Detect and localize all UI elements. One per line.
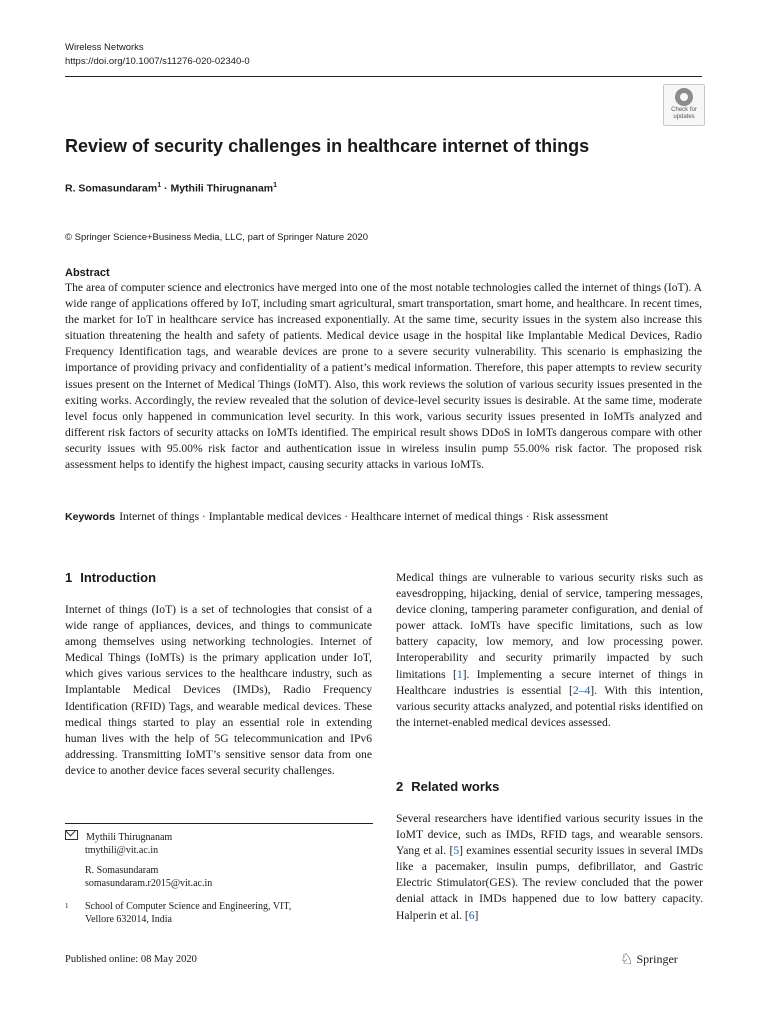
citation-link[interactable]: 1 <box>456 667 463 681</box>
author-name[interactable]: R. Somasundaram <box>65 182 158 195</box>
related-works-paragraph <box>396 811 703 924</box>
published-date: Published online: 08 May 2020 <box>65 954 197 965</box>
corresponding-author-email[interactable]: tmythili@vit.ac.in <box>85 845 159 856</box>
springer-horse-icon: ♘ <box>620 952 634 968</box>
publisher-logo[interactable] <box>620 950 678 969</box>
doi-link[interactable]: https://doi.org/10.1007/s11276-020-02340-0 <box>65 56 250 67</box>
check-for-updates-badge[interactable] <box>663 84 705 126</box>
affiliation-line2: Vellore 632014, India <box>85 914 172 925</box>
author-affiliation-mark: 1 <box>157 182 162 189</box>
corresponding-author-name: Mythili Thirugnanam <box>86 832 173 843</box>
paragraph-text: ] <box>474 908 479 922</box>
footnote-divider <box>65 823 373 824</box>
section-title: Related works <box>411 779 500 794</box>
paper-title: Review of security challenges in healthcare internet of things <box>65 136 590 156</box>
copyright-notice: © Springer Science+Business Media, LLC, part of Springer Nature 2020 <box>65 232 368 243</box>
paragraph-text: ]. With this intention, various security attacks analyzed, and potential risks identified on the internet-enabled medical devices assessed. <box>396 683 703 729</box>
second-author-name: R. Somasundaram <box>85 865 159 876</box>
citation-link[interactable]: 5 <box>453 844 460 858</box>
paragraph-text: ] examines essential security issues in several IMDs like a pacemaker, insulin pumps, defibrillator, and Gastric Electric Stimulator(GES). The review concluded that the power denial attack in IMDs happened due to low battery capacity. Halperin et al. [ <box>396 844 703 922</box>
author-separator: · <box>164 182 168 195</box>
affiliation-number: 1 <box>65 902 69 910</box>
author-list <box>65 179 277 196</box>
introduction-left-paragraph: Internet of things (IoT) is a set of technologies that consist of a wide range of appliances, devices, and things to communicate among themselves using networking technologies. Internet of Medical Things (IoMTs) is the primary application under IoT, which gives various services to the healthcare industry, such as Implantable Medical Devices (IMDs), Radio Frequency Identification (RFID) Tags, and wearable medical devices. These medical things started to play an essential role in extending human lives with the help of 5G telecommunication and IPv6 addressing. Transmitting IoMT’s sensitive sensor data from one device to another device faces several security challenges. <box>65 603 372 777</box>
affiliation-line1: School of Computer Science and Engineering, VIT, <box>85 901 292 912</box>
paragraph-text: Several researchers have identified various security issues in the IoMT device, such as IMDs, RFID tags, and wearable sensors. Yang et al. [ <box>396 812 703 858</box>
keywords-label: Keywords <box>65 511 116 523</box>
corresponding-author <box>65 830 172 857</box>
abstract-text: The area of computer science and electronics have merged into one of the most notable technologies called the internet of things (IoT). A wide range of applications offered by IoT, including smart agricultural, smart transportation, smart home, and healthcare. In recent times, the market for IoT in healthcare service has increased exponentially. At the same time, security issues in the system also increase this situation threatening the health and safety of patients. Medical device usage in the hospital like Implantable Medical Devices, Radio Frequency Identification tags, and wearable devices are prone to a severe security vulnerability. This scenario is emphasizing the importance of providing privacy and confidentiality of a patient’s medical information. Therefore, this paper attempts to review security issues present on the Internet of Medical Things (IoMT). Also, this work reviews the solution of various security issues presented in the exiting works. Accordingly, the review revealed that the solution of device-level security issues is desirable. At the same time, moderate level focus only happened in communication level security. In this work, various security issues presented in IoMTs analyzed and different risk factors of security attacks on IoMTs identified. The empirical result shows DDoS in IoMTs dangerous compare with other security issues with 95.00% risk factor and authentication issue in wireless insulin pump 55.00% risk factor. The proposed risk assessment helps to identify the highest impact, causing security attacks in various IoMTs. <box>65 281 702 472</box>
journal-name: Wireless Networks <box>65 42 144 53</box>
check-updates-line2: updates <box>673 113 695 120</box>
affiliation-footnote <box>65 900 291 926</box>
citation-link[interactable]: 2–4 <box>572 683 591 697</box>
section-heading-related-works <box>396 779 499 795</box>
section-title: Introduction <box>80 570 157 585</box>
citation-link[interactable]: 6 <box>468 908 475 922</box>
introduction-right-paragraph <box>396 570 703 731</box>
journal-header <box>65 41 250 69</box>
keywords <box>65 509 705 525</box>
keywords-list: Internet of things · Implantable medical devices · Healthcare internet of medical things · Risk assessment <box>119 510 609 523</box>
second-author <box>65 864 212 890</box>
author-name[interactable]: Mythili Thirugnanam <box>170 182 274 195</box>
check-updates-icon <box>675 88 693 106</box>
paragraph-text: ]. Implementing a secure internet of things in Healthcare industries is essential [ <box>396 667 703 697</box>
section-number: 2 <box>396 779 404 794</box>
publisher-name: Springer <box>636 952 678 966</box>
second-author-email[interactable]: somasundaram.r2015@vit.ac.in <box>85 878 213 889</box>
section-heading-introduction <box>65 570 156 586</box>
author-affiliation-mark: 1 <box>273 182 278 189</box>
section-number: 1 <box>65 570 73 585</box>
abstract-heading: Abstract <box>65 267 110 279</box>
check-updates-line1: Check for <box>671 107 697 113</box>
envelope-icon <box>65 830 78 840</box>
header-divider <box>65 76 702 77</box>
paragraph-text: Medical things are vulnerable to various security risks such as eavesdropping, hijacking, denial of service, tampering messages, device cloning, tampering parameter configuration, and denial of power attack. IoMTs have specific limitations, such as low battery capacity, low memory, and low processing power. Interoperability and security primarily impacted by such limitations [ <box>396 571 703 681</box>
